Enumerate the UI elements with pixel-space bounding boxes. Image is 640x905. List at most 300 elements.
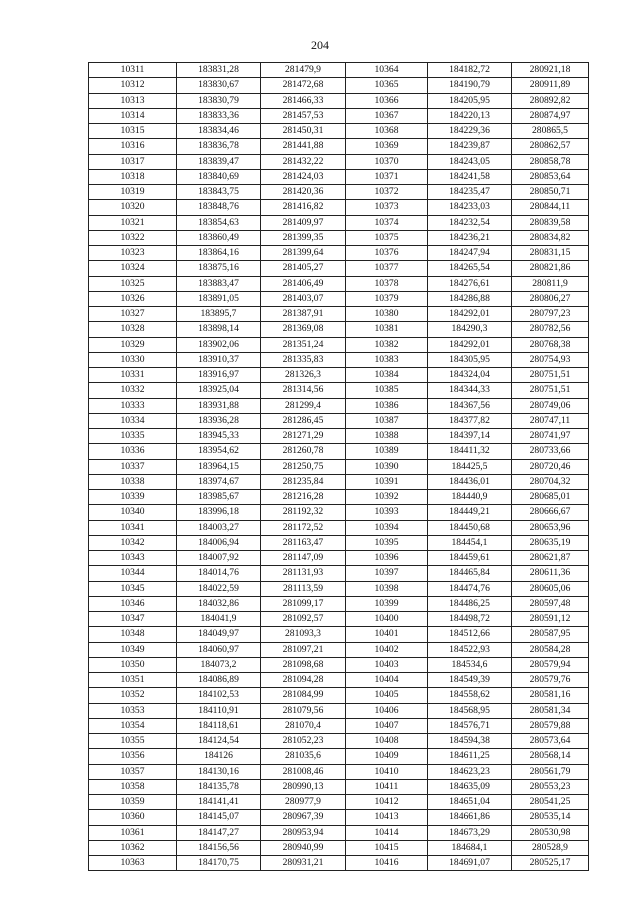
y-coordinate-cell: 280977,9 (261, 795, 346, 810)
y-coordinate-cell: 281314,56 (261, 383, 346, 398)
y-coordinate-cell: 280653,96 (512, 520, 589, 535)
y-coordinate-cell: 281260,78 (261, 444, 346, 459)
point-number-cell: 10382 (346, 337, 428, 352)
point-number-cell: 10376 (346, 246, 428, 261)
y-coordinate-cell: 281403,07 (261, 291, 346, 306)
x-coordinate-cell: 184032,86 (177, 596, 261, 611)
x-coordinate-cell: 184522,93 (428, 642, 512, 657)
y-coordinate-cell: 281399,35 (261, 230, 346, 245)
point-number-cell: 10350 (89, 657, 177, 672)
y-coordinate-cell: 281113,59 (261, 581, 346, 596)
x-coordinate-cell: 184292,01 (428, 337, 512, 352)
x-coordinate-cell: 183936,28 (177, 413, 261, 428)
y-coordinate-cell: 281450,31 (261, 124, 346, 139)
x-coordinate-cell: 183931,88 (177, 398, 261, 413)
point-number-cell: 10364 (346, 63, 428, 78)
point-number-cell: 10402 (346, 642, 428, 657)
y-coordinate-cell: 280911,89 (512, 78, 589, 93)
y-coordinate-cell: 280850,71 (512, 185, 589, 200)
y-coordinate-cell: 280921,18 (512, 63, 589, 78)
x-coordinate-cell: 184673,29 (428, 825, 512, 840)
point-number-cell: 10355 (89, 734, 177, 749)
y-coordinate-cell: 280525,17 (512, 856, 589, 871)
point-number-cell: 10399 (346, 596, 428, 611)
y-coordinate-cell: 281093,3 (261, 627, 346, 642)
point-number-cell: 10333 (89, 398, 177, 413)
x-coordinate-cell: 184118,61 (177, 718, 261, 733)
point-number-cell: 10371 (346, 169, 428, 184)
x-coordinate-cell: 183843,75 (177, 185, 261, 200)
point-number-cell: 10356 (89, 749, 177, 764)
table-row (89, 398, 589, 413)
y-coordinate-cell: 281079,56 (261, 703, 346, 718)
y-coordinate-cell: 280579,94 (512, 657, 589, 672)
x-coordinate-cell: 184576,71 (428, 718, 512, 733)
table-row (89, 551, 589, 566)
y-coordinate-cell: 281147,09 (261, 551, 346, 566)
table-row (89, 840, 589, 855)
x-coordinate-cell: 184450,68 (428, 520, 512, 535)
y-coordinate-cell: 280611,36 (512, 566, 589, 581)
x-coordinate-cell: 183891,05 (177, 291, 261, 306)
x-coordinate-cell: 183834,46 (177, 124, 261, 139)
y-coordinate-cell: 280862,57 (512, 139, 589, 154)
x-coordinate-cell: 183830,79 (177, 93, 261, 108)
y-coordinate-cell: 281441,88 (261, 139, 346, 154)
point-number-cell: 10403 (346, 657, 428, 672)
table-row (89, 718, 589, 733)
table-row (89, 322, 589, 337)
x-coordinate-cell: 183830,67 (177, 78, 261, 93)
y-coordinate-cell: 280635,19 (512, 535, 589, 550)
y-coordinate-cell: 280581,16 (512, 688, 589, 703)
x-coordinate-cell: 183996,18 (177, 505, 261, 520)
x-coordinate-cell: 184454,1 (428, 535, 512, 550)
point-number-cell: 10380 (346, 307, 428, 322)
y-coordinate-cell: 281271,29 (261, 429, 346, 444)
x-coordinate-cell: 184436,01 (428, 474, 512, 489)
point-number-cell: 10324 (89, 261, 177, 276)
y-coordinate-cell: 280568,14 (512, 749, 589, 764)
table-row (89, 490, 589, 505)
x-coordinate-cell: 184684,1 (428, 840, 512, 855)
point-number-cell: 10370 (346, 154, 428, 169)
x-coordinate-cell: 184558,62 (428, 688, 512, 703)
x-coordinate-cell: 183910,37 (177, 352, 261, 367)
table-row (89, 215, 589, 230)
point-number-cell: 10367 (346, 108, 428, 123)
x-coordinate-cell: 183895,7 (177, 307, 261, 322)
point-number-cell: 10365 (346, 78, 428, 93)
y-coordinate-cell: 280605,06 (512, 581, 589, 596)
table-row (89, 78, 589, 93)
y-coordinate-cell: 280865,5 (512, 124, 589, 139)
table-row (89, 474, 589, 489)
x-coordinate-cell: 184235,47 (428, 185, 512, 200)
point-number-cell: 10405 (346, 688, 428, 703)
table-row (89, 261, 589, 276)
table-row (89, 108, 589, 123)
y-coordinate-cell: 281250,75 (261, 459, 346, 474)
point-number-cell: 10351 (89, 673, 177, 688)
y-coordinate-cell: 280685,01 (512, 490, 589, 505)
y-coordinate-cell: 280751,51 (512, 368, 589, 383)
point-number-cell: 10334 (89, 413, 177, 428)
x-coordinate-cell: 184232,54 (428, 215, 512, 230)
y-coordinate-cell: 281131,93 (261, 566, 346, 581)
point-number-cell: 10320 (89, 200, 177, 215)
point-number-cell: 10315 (89, 124, 177, 139)
x-coordinate-cell: 183840,69 (177, 169, 261, 184)
y-coordinate-cell: 280535,14 (512, 810, 589, 825)
y-coordinate-cell: 280553,23 (512, 779, 589, 794)
table-row (89, 246, 589, 261)
x-coordinate-cell: 184006,94 (177, 535, 261, 550)
table-row (89, 779, 589, 794)
point-number-cell: 10388 (346, 429, 428, 444)
y-coordinate-cell: 280821,86 (512, 261, 589, 276)
y-coordinate-cell: 280768,38 (512, 337, 589, 352)
y-coordinate-cell: 281008,46 (261, 764, 346, 779)
point-number-cell: 10412 (346, 795, 428, 810)
x-coordinate-cell: 184049,97 (177, 627, 261, 642)
y-coordinate-cell: 281092,57 (261, 612, 346, 627)
y-coordinate-cell: 280858,78 (512, 154, 589, 169)
x-coordinate-cell: 184474,76 (428, 581, 512, 596)
point-number-cell: 10338 (89, 474, 177, 489)
point-number-cell: 10413 (346, 810, 428, 825)
point-number-cell: 10416 (346, 856, 428, 871)
x-coordinate-cell: 184182,72 (428, 63, 512, 78)
y-coordinate-cell: 280839,58 (512, 215, 589, 230)
table-row (89, 856, 589, 871)
y-coordinate-cell: 280749,06 (512, 398, 589, 413)
x-coordinate-cell: 184007,92 (177, 551, 261, 566)
point-number-cell: 10342 (89, 535, 177, 550)
table-row (89, 200, 589, 215)
point-number-cell: 10390 (346, 459, 428, 474)
y-coordinate-cell: 281351,24 (261, 337, 346, 352)
y-coordinate-cell: 281335,83 (261, 352, 346, 367)
point-number-cell: 10379 (346, 291, 428, 306)
x-coordinate-cell: 183833,36 (177, 108, 261, 123)
x-coordinate-cell: 184534,6 (428, 657, 512, 672)
x-coordinate-cell: 184243,05 (428, 154, 512, 169)
y-coordinate-cell: 280528,9 (512, 840, 589, 855)
x-coordinate-cell: 184233,03 (428, 200, 512, 215)
table-row (89, 749, 589, 764)
point-number-cell: 10331 (89, 368, 177, 383)
x-coordinate-cell: 184126 (177, 749, 261, 764)
point-number-cell: 10383 (346, 352, 428, 367)
x-coordinate-cell: 184498,72 (428, 612, 512, 627)
x-coordinate-cell: 184367,56 (428, 398, 512, 413)
x-coordinate-cell: 184324,04 (428, 368, 512, 383)
y-coordinate-cell: 281216,28 (261, 490, 346, 505)
x-coordinate-cell: 184190,79 (428, 78, 512, 93)
point-number-cell: 10394 (346, 520, 428, 535)
x-coordinate-cell: 184086,89 (177, 673, 261, 688)
y-coordinate-cell: 281369,08 (261, 322, 346, 337)
x-coordinate-cell: 184568,95 (428, 703, 512, 718)
y-coordinate-cell: 280720,46 (512, 459, 589, 474)
table-row (89, 352, 589, 367)
point-number-cell: 10378 (346, 276, 428, 291)
x-coordinate-cell: 184014,76 (177, 566, 261, 581)
x-coordinate-cell: 183875,16 (177, 261, 261, 276)
x-coordinate-cell: 184594,38 (428, 734, 512, 749)
point-number-cell: 10398 (346, 581, 428, 596)
y-coordinate-cell: 280967,39 (261, 810, 346, 825)
x-coordinate-cell: 183902,06 (177, 337, 261, 352)
point-number-cell: 10348 (89, 627, 177, 642)
point-number-cell: 10374 (346, 215, 428, 230)
y-coordinate-cell: 280579,88 (512, 718, 589, 733)
x-coordinate-cell: 184135,78 (177, 779, 261, 794)
point-number-cell: 10328 (89, 322, 177, 337)
point-number-cell: 10384 (346, 368, 428, 383)
y-coordinate-cell: 280666,67 (512, 505, 589, 520)
x-coordinate-cell: 184265,54 (428, 261, 512, 276)
point-number-cell: 10312 (89, 78, 177, 93)
x-coordinate-cell: 183964,15 (177, 459, 261, 474)
table-row (89, 383, 589, 398)
y-coordinate-cell: 280782,56 (512, 322, 589, 337)
point-number-cell: 10393 (346, 505, 428, 520)
x-coordinate-cell: 184377,82 (428, 413, 512, 428)
table-row (89, 413, 589, 428)
point-number-cell: 10311 (89, 63, 177, 78)
y-coordinate-cell: 281299,4 (261, 398, 346, 413)
point-number-cell: 10344 (89, 566, 177, 581)
table-row (89, 520, 589, 535)
table-row (89, 230, 589, 245)
point-number-cell: 10404 (346, 673, 428, 688)
point-number-cell: 10414 (346, 825, 428, 840)
y-coordinate-cell: 280990,13 (261, 779, 346, 794)
x-coordinate-cell: 184411,32 (428, 444, 512, 459)
x-coordinate-cell: 184022,59 (177, 581, 261, 596)
x-coordinate-cell: 183954,62 (177, 444, 261, 459)
point-number-cell: 10400 (346, 612, 428, 627)
y-coordinate-cell: 280561,79 (512, 764, 589, 779)
x-coordinate-cell: 184239,87 (428, 139, 512, 154)
y-coordinate-cell: 280733,66 (512, 444, 589, 459)
table-row (89, 154, 589, 169)
x-coordinate-cell: 184305,95 (428, 352, 512, 367)
y-coordinate-cell: 281472,68 (261, 78, 346, 93)
table-row (89, 688, 589, 703)
point-number-cell: 10346 (89, 596, 177, 611)
point-number-cell: 10360 (89, 810, 177, 825)
point-number-cell: 10381 (346, 322, 428, 337)
y-coordinate-cell: 280704,32 (512, 474, 589, 489)
point-number-cell: 10408 (346, 734, 428, 749)
point-number-cell: 10327 (89, 307, 177, 322)
x-coordinate-cell: 184549,39 (428, 673, 512, 688)
table-row (89, 734, 589, 749)
point-number-cell: 10372 (346, 185, 428, 200)
point-number-cell: 10357 (89, 764, 177, 779)
point-number-cell: 10337 (89, 459, 177, 474)
point-number-cell: 10318 (89, 169, 177, 184)
table-row (89, 795, 589, 810)
point-number-cell: 10322 (89, 230, 177, 245)
table-row (89, 429, 589, 444)
coordinates-table-body (89, 63, 589, 871)
point-number-cell: 10341 (89, 520, 177, 535)
x-coordinate-cell: 183916,97 (177, 368, 261, 383)
x-coordinate-cell: 184286,88 (428, 291, 512, 306)
point-number-cell: 10387 (346, 413, 428, 428)
table-row (89, 139, 589, 154)
point-number-cell: 10353 (89, 703, 177, 718)
x-coordinate-cell: 184236,21 (428, 230, 512, 245)
x-coordinate-cell: 184344,33 (428, 383, 512, 398)
x-coordinate-cell: 184691,07 (428, 856, 512, 871)
y-coordinate-cell: 280591,12 (512, 612, 589, 627)
y-coordinate-cell: 280892,82 (512, 93, 589, 108)
x-coordinate-cell: 184205,95 (428, 93, 512, 108)
y-coordinate-cell: 281235,84 (261, 474, 346, 489)
table-row (89, 276, 589, 291)
x-coordinate-cell: 184241,58 (428, 169, 512, 184)
x-coordinate-cell: 184611,25 (428, 749, 512, 764)
point-number-cell: 10389 (346, 444, 428, 459)
table-row (89, 566, 589, 581)
x-coordinate-cell: 183831,28 (177, 63, 261, 78)
point-number-cell: 10363 (89, 856, 177, 871)
x-coordinate-cell: 184440,9 (428, 490, 512, 505)
y-coordinate-cell: 281399,64 (261, 246, 346, 261)
y-coordinate-cell: 281405,27 (261, 261, 346, 276)
x-coordinate-cell: 184276,61 (428, 276, 512, 291)
x-coordinate-cell: 184651,04 (428, 795, 512, 810)
table-row (89, 337, 589, 352)
y-coordinate-cell: 280940,99 (261, 840, 346, 855)
table-row (89, 63, 589, 78)
x-coordinate-cell: 184156,56 (177, 840, 261, 855)
y-coordinate-cell: 280834,82 (512, 230, 589, 245)
point-number-cell: 10335 (89, 429, 177, 444)
y-coordinate-cell: 280844,11 (512, 200, 589, 215)
x-coordinate-cell: 183854,63 (177, 215, 261, 230)
table-row (89, 596, 589, 611)
point-number-cell: 10316 (89, 139, 177, 154)
y-coordinate-cell: 281097,21 (261, 642, 346, 657)
y-coordinate-cell: 280747,11 (512, 413, 589, 428)
x-coordinate-cell: 183985,67 (177, 490, 261, 505)
x-coordinate-cell: 183898,14 (177, 322, 261, 337)
y-coordinate-cell: 281387,91 (261, 307, 346, 322)
y-coordinate-cell: 281466,33 (261, 93, 346, 108)
x-coordinate-cell: 184141,41 (177, 795, 261, 810)
y-coordinate-cell: 281326,3 (261, 368, 346, 383)
x-coordinate-cell: 183925,04 (177, 383, 261, 398)
y-coordinate-cell: 280811,9 (512, 276, 589, 291)
point-number-cell: 10392 (346, 490, 428, 505)
y-coordinate-cell: 281052,23 (261, 734, 346, 749)
point-number-cell: 10340 (89, 505, 177, 520)
coordinates-table (88, 62, 589, 871)
y-coordinate-cell: 281163,47 (261, 535, 346, 550)
table-row (89, 185, 589, 200)
page-number: 204 (311, 38, 329, 52)
y-coordinate-cell: 281409,97 (261, 215, 346, 230)
y-coordinate-cell: 281192,32 (261, 505, 346, 520)
point-number-cell: 10415 (346, 840, 428, 855)
y-coordinate-cell: 280806,27 (512, 291, 589, 306)
point-number-cell: 10366 (346, 93, 428, 108)
y-coordinate-cell: 281084,99 (261, 688, 346, 703)
point-number-cell: 10329 (89, 337, 177, 352)
x-coordinate-cell: 184229,36 (428, 124, 512, 139)
x-coordinate-cell: 184486,25 (428, 596, 512, 611)
x-coordinate-cell: 183848,76 (177, 200, 261, 215)
table-row (89, 642, 589, 657)
y-coordinate-cell: 281457,53 (261, 108, 346, 123)
y-coordinate-cell: 280874,97 (512, 108, 589, 123)
y-coordinate-cell: 280953,94 (261, 825, 346, 840)
y-coordinate-cell: 280573,64 (512, 734, 589, 749)
y-coordinate-cell: 280853,64 (512, 169, 589, 184)
table-row (89, 627, 589, 642)
y-coordinate-cell: 281070,4 (261, 718, 346, 733)
y-coordinate-cell: 280530,98 (512, 825, 589, 840)
x-coordinate-cell: 184220,13 (428, 108, 512, 123)
y-coordinate-cell: 281432,22 (261, 154, 346, 169)
point-number-cell: 10349 (89, 642, 177, 657)
y-coordinate-cell: 280579,76 (512, 673, 589, 688)
point-number-cell: 10317 (89, 154, 177, 169)
y-coordinate-cell: 281424,03 (261, 169, 346, 184)
y-coordinate-cell: 280587,95 (512, 627, 589, 642)
point-number-cell: 10319 (89, 185, 177, 200)
y-coordinate-cell: 280741,97 (512, 429, 589, 444)
table-row (89, 93, 589, 108)
point-number-cell: 10375 (346, 230, 428, 245)
x-coordinate-cell: 184130,16 (177, 764, 261, 779)
point-number-cell: 10345 (89, 581, 177, 596)
x-coordinate-cell: 184292,01 (428, 307, 512, 322)
y-coordinate-cell: 281098,68 (261, 657, 346, 672)
point-number-cell: 10385 (346, 383, 428, 398)
x-coordinate-cell: 184170,75 (177, 856, 261, 871)
point-number-cell: 10395 (346, 535, 428, 550)
y-coordinate-cell: 280931,21 (261, 856, 346, 871)
y-coordinate-cell: 280621,87 (512, 551, 589, 566)
x-coordinate-cell: 184147,27 (177, 825, 261, 840)
point-number-cell: 10354 (89, 718, 177, 733)
point-number-cell: 10391 (346, 474, 428, 489)
point-number-cell: 10321 (89, 215, 177, 230)
point-number-cell: 10369 (346, 139, 428, 154)
y-coordinate-cell: 280581,34 (512, 703, 589, 718)
x-coordinate-cell: 184073,2 (177, 657, 261, 672)
x-coordinate-cell: 184060,97 (177, 642, 261, 657)
y-coordinate-cell: 280831,15 (512, 246, 589, 261)
x-coordinate-cell: 183945,33 (177, 429, 261, 444)
x-coordinate-cell: 183864,16 (177, 246, 261, 261)
point-number-cell: 10347 (89, 612, 177, 627)
x-coordinate-cell: 184449,21 (428, 505, 512, 520)
point-number-cell: 10358 (89, 779, 177, 794)
x-coordinate-cell: 183839,47 (177, 154, 261, 169)
x-coordinate-cell: 183860,49 (177, 230, 261, 245)
point-number-cell: 10359 (89, 795, 177, 810)
table-row (89, 459, 589, 474)
point-number-cell: 10397 (346, 566, 428, 581)
